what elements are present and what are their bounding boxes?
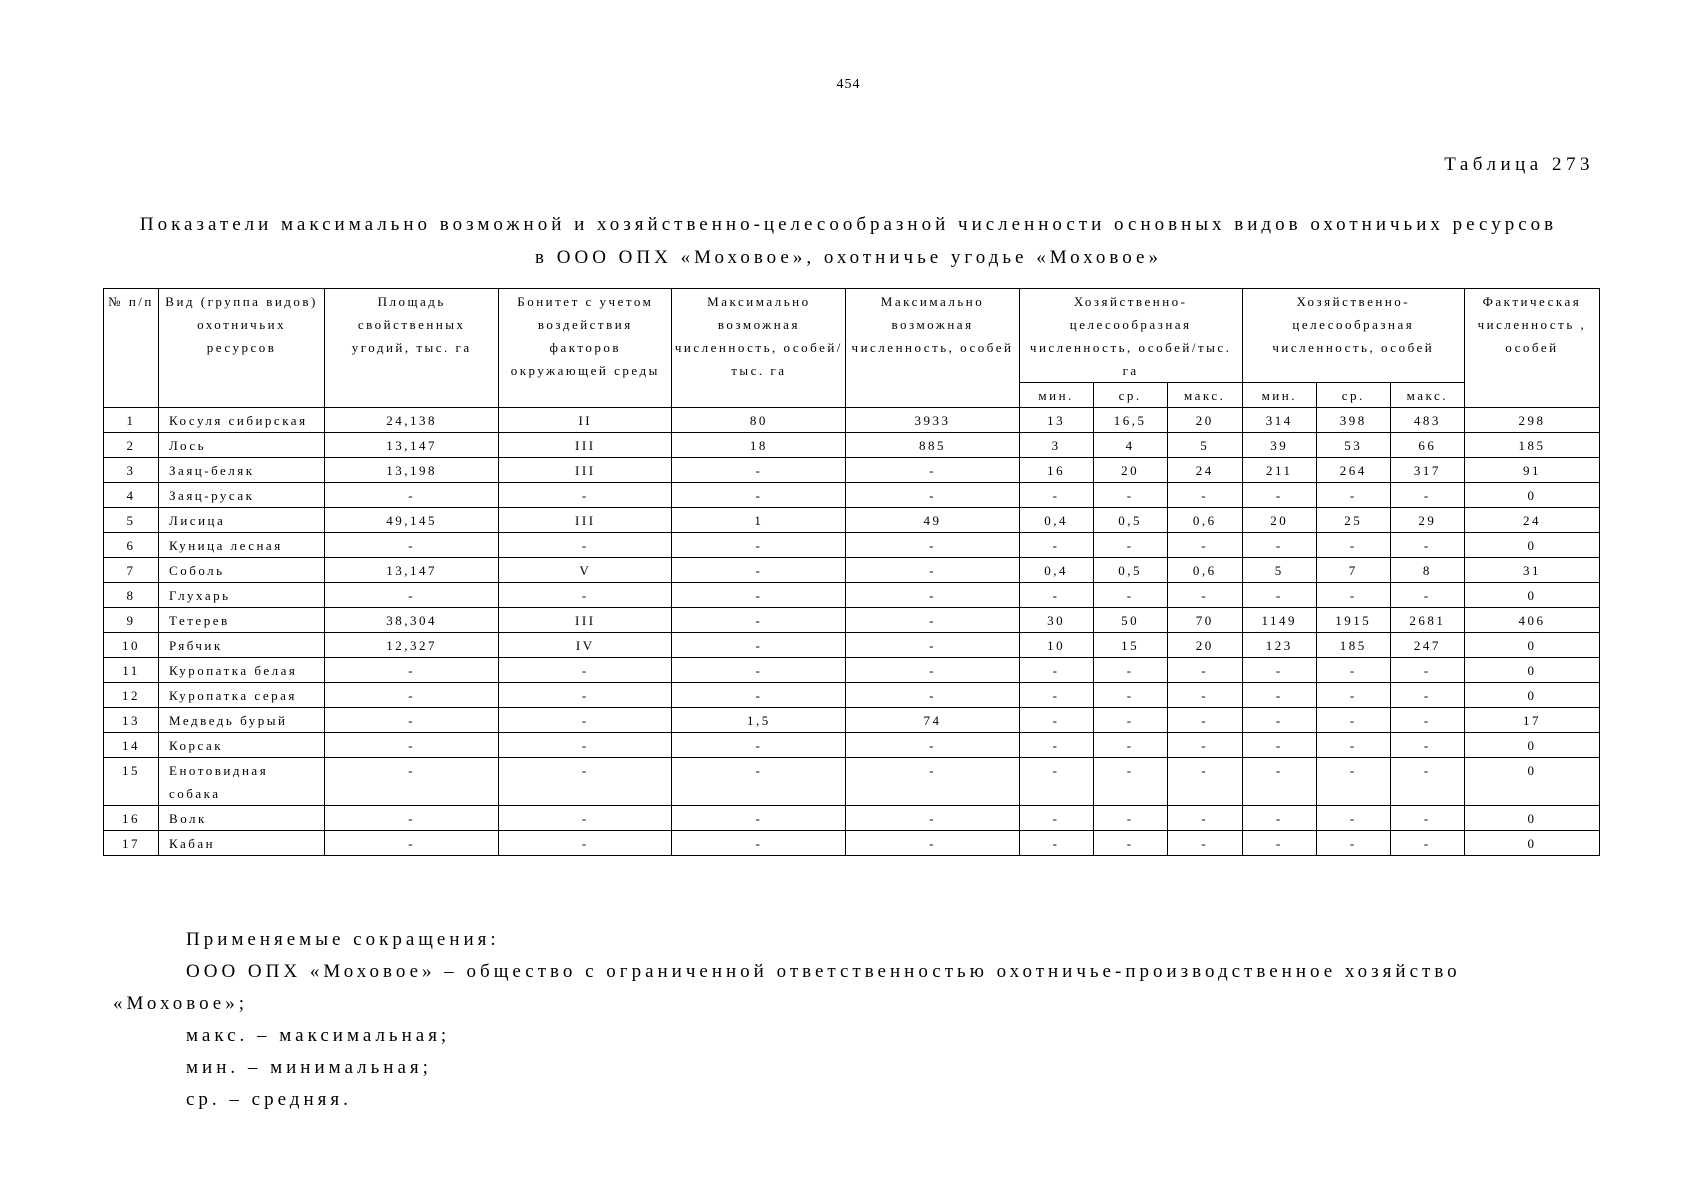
cell-density-max: 5 bbox=[1167, 433, 1242, 458]
cell-bonitet: - bbox=[499, 583, 672, 608]
cell-count-avg: 264 bbox=[1316, 458, 1390, 483]
cell-density-max: 0,6 bbox=[1167, 508, 1242, 533]
cell-bonitet: III bbox=[499, 608, 672, 633]
header-density-max: макс. bbox=[1167, 383, 1242, 408]
cell-area: - bbox=[325, 733, 499, 758]
table-row bbox=[104, 683, 1600, 708]
cell-actual: 0 bbox=[1464, 758, 1599, 806]
header-density-avg: ср. bbox=[1093, 383, 1167, 408]
cell-actual: 185 bbox=[1464, 433, 1599, 458]
note-item: мин. – минимальная; bbox=[186, 1057, 432, 1078]
cell-count-avg: 398 bbox=[1316, 408, 1390, 433]
table-row bbox=[104, 583, 1600, 608]
cell-max-density: 80 bbox=[672, 408, 846, 433]
cell-bonitet: - bbox=[499, 831, 672, 856]
cell-density-max: - bbox=[1167, 683, 1242, 708]
cell-count-min: - bbox=[1242, 683, 1316, 708]
cell-density-avg: 50 bbox=[1093, 608, 1167, 633]
cell-density-avg: 20 bbox=[1093, 458, 1167, 483]
cell-count-max: 66 bbox=[1390, 433, 1464, 458]
cell-max-count: - bbox=[846, 633, 1019, 658]
cell-count-min: 39 bbox=[1242, 433, 1316, 458]
cell-count-avg: - bbox=[1316, 683, 1390, 708]
cell-actual: 0 bbox=[1464, 583, 1599, 608]
header-num: № п/п bbox=[104, 289, 159, 408]
cell-count-avg: - bbox=[1316, 658, 1390, 683]
cell-count-min: - bbox=[1242, 806, 1316, 831]
cell-actual: 0 bbox=[1464, 483, 1599, 508]
cell-count-max: 2681 bbox=[1390, 608, 1464, 633]
cell-density-max: 20 bbox=[1167, 408, 1242, 433]
cell-count-max: 247 bbox=[1390, 633, 1464, 658]
table-row bbox=[104, 483, 1600, 508]
cell-species: Лисица bbox=[159, 508, 325, 533]
cell-count-max: - bbox=[1390, 583, 1464, 608]
cell-area: - bbox=[325, 533, 499, 558]
cell-bonitet: III bbox=[499, 458, 672, 483]
header-species: Вид (группа видов) охотничьих ресурсов bbox=[159, 289, 325, 408]
table-row bbox=[104, 433, 1600, 458]
header-max-density: Максимально возможная численность, особей/тыс. га bbox=[672, 289, 846, 408]
cell-area: - bbox=[325, 683, 499, 708]
cell-actual: 0 bbox=[1464, 733, 1599, 758]
cell-bonitet: - bbox=[499, 533, 672, 558]
cell-max-density: 1 bbox=[672, 508, 846, 533]
cell-density-max: - bbox=[1167, 831, 1242, 856]
cell-density-max: - bbox=[1167, 708, 1242, 733]
cell-density-max: 70 bbox=[1167, 608, 1242, 633]
cell-species: Корсак bbox=[159, 733, 325, 758]
cell-count-avg: - bbox=[1316, 708, 1390, 733]
cell-area: 24,138 bbox=[325, 408, 499, 433]
caption-line-1: Показатели максимально возможной и хозяйственно-целесообразной численности основных видов охотничьих ресурсов bbox=[139, 214, 1558, 235]
cell-count-max: 317 bbox=[1390, 458, 1464, 483]
table-row bbox=[104, 633, 1600, 658]
table-row bbox=[104, 733, 1600, 758]
cell-species: Енотовидная собака bbox=[159, 758, 325, 806]
cell-count-avg: 53 bbox=[1316, 433, 1390, 458]
cell-count-max: - bbox=[1390, 806, 1464, 831]
table-row bbox=[104, 533, 1600, 558]
cell-num: 12 bbox=[104, 683, 159, 708]
cell-bonitet: III bbox=[499, 508, 672, 533]
cell-count-avg: - bbox=[1316, 806, 1390, 831]
cell-max-count: - bbox=[846, 733, 1019, 758]
cell-max-density: - bbox=[672, 683, 846, 708]
cell-num: 3 bbox=[104, 458, 159, 483]
cell-density-avg: - bbox=[1093, 483, 1167, 508]
cell-density-max: - bbox=[1167, 658, 1242, 683]
table-number: Таблица 273 bbox=[1444, 154, 1594, 175]
cell-density-max: - bbox=[1167, 533, 1242, 558]
cell-bonitet: - bbox=[499, 483, 672, 508]
cell-count-avg: - bbox=[1316, 533, 1390, 558]
cell-density-avg: 0,5 bbox=[1093, 508, 1167, 533]
cell-actual: 0 bbox=[1464, 831, 1599, 856]
cell-max-count: - bbox=[846, 608, 1019, 633]
table-row bbox=[104, 831, 1600, 856]
cell-species: Заяц-беляк bbox=[159, 458, 325, 483]
cell-bonitet: - bbox=[499, 733, 672, 758]
header-count-min: мин. bbox=[1242, 383, 1316, 408]
cell-max-density: - bbox=[672, 583, 846, 608]
cell-species: Куница лесная bbox=[159, 533, 325, 558]
cell-max-count: - bbox=[846, 458, 1019, 483]
cell-density-min: 10 bbox=[1019, 633, 1093, 658]
cell-count-avg: - bbox=[1316, 758, 1390, 806]
note-item: макс. – максимальная; bbox=[186, 1025, 451, 1046]
cell-actual: 0 bbox=[1464, 633, 1599, 658]
cell-num: 7 bbox=[104, 558, 159, 583]
header-actual: Фактическая численность , особей bbox=[1464, 289, 1599, 408]
cell-density-min: - bbox=[1019, 683, 1093, 708]
cell-density-min: - bbox=[1019, 806, 1093, 831]
cell-density-avg: 16,5 bbox=[1093, 408, 1167, 433]
cell-count-min: 211 bbox=[1242, 458, 1316, 483]
cell-area: - bbox=[325, 483, 499, 508]
cell-max-count: - bbox=[846, 558, 1019, 583]
cell-bonitet: IV bbox=[499, 633, 672, 658]
cell-bonitet: - bbox=[499, 683, 672, 708]
cell-max-count: - bbox=[846, 831, 1019, 856]
cell-species: Соболь bbox=[159, 558, 325, 583]
cell-num: 4 bbox=[104, 483, 159, 508]
cell-species: Куропатка серая bbox=[159, 683, 325, 708]
cell-species: Лось bbox=[159, 433, 325, 458]
cell-count-max: - bbox=[1390, 708, 1464, 733]
cell-density-avg: - bbox=[1093, 758, 1167, 806]
cell-density-min: 0,4 bbox=[1019, 508, 1093, 533]
cell-bonitet: II bbox=[499, 408, 672, 433]
table-row bbox=[104, 508, 1600, 533]
cell-density-max: - bbox=[1167, 583, 1242, 608]
cell-max-density: - bbox=[672, 658, 846, 683]
cell-density-max: 20 bbox=[1167, 633, 1242, 658]
cell-max-count: - bbox=[846, 806, 1019, 831]
table-body bbox=[104, 408, 1600, 856]
cell-species: Медведь бурый bbox=[159, 708, 325, 733]
cell-max-count: 3933 bbox=[846, 408, 1019, 433]
header-count-max: макс. bbox=[1390, 383, 1464, 408]
cell-density-min: - bbox=[1019, 733, 1093, 758]
cell-bonitet: - bbox=[499, 806, 672, 831]
cell-count-max: 8 bbox=[1390, 558, 1464, 583]
cell-max-density: - bbox=[672, 831, 846, 856]
note-item: ООО ОПХ «Моховое» – общество с ограниченной ответственностью охотничье-производственное хозяйство «Моховое»; bbox=[113, 961, 1461, 1014]
cell-count-max: - bbox=[1390, 758, 1464, 806]
cell-density-min: 0,4 bbox=[1019, 558, 1093, 583]
cell-max-count: - bbox=[846, 683, 1019, 708]
cell-count-avg: 7 bbox=[1316, 558, 1390, 583]
cell-count-avg: - bbox=[1316, 733, 1390, 758]
cell-count-max: - bbox=[1390, 533, 1464, 558]
cell-density-avg: - bbox=[1093, 831, 1167, 856]
cell-bonitet: - bbox=[499, 758, 672, 806]
table-row bbox=[104, 458, 1600, 483]
cell-count-min: - bbox=[1242, 733, 1316, 758]
cell-count-min: - bbox=[1242, 658, 1316, 683]
cell-count-min: 123 bbox=[1242, 633, 1316, 658]
cell-actual: 0 bbox=[1464, 806, 1599, 831]
cell-max-count: - bbox=[846, 533, 1019, 558]
cell-max-density: 18 bbox=[672, 433, 846, 458]
cell-density-avg: 15 bbox=[1093, 633, 1167, 658]
cell-area: - bbox=[325, 831, 499, 856]
cell-density-max: - bbox=[1167, 806, 1242, 831]
cell-actual: 24 bbox=[1464, 508, 1599, 533]
cell-max-density: - bbox=[672, 633, 846, 658]
cell-species: Тетерев bbox=[159, 608, 325, 633]
cell-area: - bbox=[325, 583, 499, 608]
cell-count-avg: - bbox=[1316, 831, 1390, 856]
cell-max-count: - bbox=[846, 758, 1019, 806]
cell-max-density: - bbox=[672, 608, 846, 633]
cell-area: 38,304 bbox=[325, 608, 499, 633]
cell-count-min: - bbox=[1242, 831, 1316, 856]
cell-count-avg: - bbox=[1316, 583, 1390, 608]
cell-actual: 406 bbox=[1464, 608, 1599, 633]
cell-density-min: - bbox=[1019, 533, 1093, 558]
cell-num: 11 bbox=[104, 658, 159, 683]
cell-num: 5 bbox=[104, 508, 159, 533]
cell-density-avg: - bbox=[1093, 658, 1167, 683]
cell-count-min: 5 bbox=[1242, 558, 1316, 583]
cell-count-max: - bbox=[1390, 733, 1464, 758]
cell-bonitet: III bbox=[499, 433, 672, 458]
cell-density-min: - bbox=[1019, 583, 1093, 608]
cell-area: - bbox=[325, 658, 499, 683]
cell-max-density: - bbox=[672, 558, 846, 583]
cell-count-max: 29 bbox=[1390, 508, 1464, 533]
cell-density-avg: - bbox=[1093, 806, 1167, 831]
cell-area: - bbox=[325, 806, 499, 831]
table-header bbox=[104, 289, 1600, 408]
cell-num: 14 bbox=[104, 733, 159, 758]
cell-max-density: - bbox=[672, 483, 846, 508]
cell-actual: 298 bbox=[1464, 408, 1599, 433]
cell-num: 15 bbox=[104, 758, 159, 806]
cell-num: 1 bbox=[104, 408, 159, 433]
page-number: 454 bbox=[836, 77, 861, 92]
cell-area: - bbox=[325, 708, 499, 733]
table-row bbox=[104, 758, 1600, 806]
cell-area: - bbox=[325, 758, 499, 806]
cell-count-min: - bbox=[1242, 758, 1316, 806]
cell-num: 2 bbox=[104, 433, 159, 458]
header-econ-density: Хозяйственно-целесообразная численность, особей/тыс. га bbox=[1019, 289, 1242, 383]
cell-count-avg: 1915 bbox=[1316, 608, 1390, 633]
cell-area: 12,327 bbox=[325, 633, 499, 658]
cell-density-avg: - bbox=[1093, 533, 1167, 558]
header-area: Площадь свойственных угодий, тыс. га bbox=[325, 289, 499, 408]
cell-species: Заяц-русак bbox=[159, 483, 325, 508]
cell-area: 49,145 bbox=[325, 508, 499, 533]
cell-density-max: 0,6 bbox=[1167, 558, 1242, 583]
cell-num: 17 bbox=[104, 831, 159, 856]
cell-num: 8 bbox=[104, 583, 159, 608]
cell-count-max: - bbox=[1390, 683, 1464, 708]
cell-species: Куропатка белая bbox=[159, 658, 325, 683]
cell-count-max: 483 bbox=[1390, 408, 1464, 433]
cell-density-avg: 0,5 bbox=[1093, 558, 1167, 583]
cell-density-avg: - bbox=[1093, 683, 1167, 708]
cell-count-avg: 185 bbox=[1316, 633, 1390, 658]
game-resources-table bbox=[103, 288, 1600, 856]
header-econ-count: Хозяйственно-целесообразная численность, особей bbox=[1242, 289, 1464, 383]
cell-density-avg: - bbox=[1093, 708, 1167, 733]
cell-count-min: - bbox=[1242, 583, 1316, 608]
cell-area: 13,147 bbox=[325, 558, 499, 583]
table-row bbox=[104, 408, 1600, 433]
table-row bbox=[104, 806, 1600, 831]
cell-species: Косуля сибирская bbox=[159, 408, 325, 433]
cell-count-min: - bbox=[1242, 483, 1316, 508]
note-item: ср. – средняя. bbox=[186, 1089, 352, 1110]
cell-max-density: 1,5 bbox=[672, 708, 846, 733]
cell-density-max: - bbox=[1167, 483, 1242, 508]
cell-max-density: - bbox=[672, 806, 846, 831]
cell-actual: 31 bbox=[1464, 558, 1599, 583]
cell-max-density: - bbox=[672, 758, 846, 806]
cell-count-min: 314 bbox=[1242, 408, 1316, 433]
cell-actual: 0 bbox=[1464, 683, 1599, 708]
cell-max-density: - bbox=[672, 733, 846, 758]
header-max-count: Максимально возможная численность, особей bbox=[846, 289, 1019, 408]
cell-max-count: - bbox=[846, 658, 1019, 683]
cell-species: Волк bbox=[159, 806, 325, 831]
cell-count-min: - bbox=[1242, 533, 1316, 558]
cell-bonitet: V bbox=[499, 558, 672, 583]
cell-species: Кабан bbox=[159, 831, 325, 856]
cell-max-count: 885 bbox=[846, 433, 1019, 458]
header-density-min: мин. bbox=[1019, 383, 1093, 408]
cell-count-max: - bbox=[1390, 658, 1464, 683]
cell-count-min: 20 bbox=[1242, 508, 1316, 533]
notes-heading: Применяемые сокращения: bbox=[186, 929, 500, 950]
table-row bbox=[104, 708, 1600, 733]
cell-actual: 17 bbox=[1464, 708, 1599, 733]
cell-density-avg: - bbox=[1093, 583, 1167, 608]
cell-bonitet: - bbox=[499, 708, 672, 733]
table-row bbox=[104, 558, 1600, 583]
cell-area: 13,198 bbox=[325, 458, 499, 483]
cell-density-min: - bbox=[1019, 483, 1093, 508]
cell-species: Глухарь bbox=[159, 583, 325, 608]
abbreviations-notes bbox=[113, 924, 1593, 1116]
cell-density-max: - bbox=[1167, 733, 1242, 758]
cell-density-avg: - bbox=[1093, 733, 1167, 758]
header-bonitet: Бонитет с учетом воздействия факторов окружающей среды bbox=[499, 289, 672, 408]
cell-density-min: 3 bbox=[1019, 433, 1093, 458]
caption-line-2: в ООО ОПХ «Моховое», охотничье угодье «Моховое» bbox=[535, 247, 1162, 268]
cell-density-max: 24 bbox=[1167, 458, 1242, 483]
cell-num: 13 bbox=[104, 708, 159, 733]
cell-density-min: - bbox=[1019, 758, 1093, 806]
cell-count-avg: 25 bbox=[1316, 508, 1390, 533]
cell-num: 9 bbox=[104, 608, 159, 633]
cell-count-max: - bbox=[1390, 831, 1464, 856]
cell-actual: 0 bbox=[1464, 658, 1599, 683]
cell-density-min: 13 bbox=[1019, 408, 1093, 433]
cell-max-count: - bbox=[846, 583, 1019, 608]
cell-num: 16 bbox=[104, 806, 159, 831]
cell-max-density: - bbox=[672, 458, 846, 483]
cell-density-avg: 4 bbox=[1093, 433, 1167, 458]
cell-max-count: 49 bbox=[846, 508, 1019, 533]
cell-count-max: - bbox=[1390, 483, 1464, 508]
cell-max-count: - bbox=[846, 483, 1019, 508]
table-row bbox=[104, 658, 1600, 683]
cell-count-avg: - bbox=[1316, 483, 1390, 508]
cell-num: 10 bbox=[104, 633, 159, 658]
table-row bbox=[104, 608, 1600, 633]
cell-max-density: - bbox=[672, 533, 846, 558]
cell-count-min: - bbox=[1242, 708, 1316, 733]
cell-density-min: 16 bbox=[1019, 458, 1093, 483]
header-count-avg: ср. bbox=[1316, 383, 1390, 408]
cell-max-count: 74 bbox=[846, 708, 1019, 733]
cell-bonitet: - bbox=[499, 658, 672, 683]
cell-density-min: - bbox=[1019, 831, 1093, 856]
cell-actual: 91 bbox=[1464, 458, 1599, 483]
cell-num: 6 bbox=[104, 533, 159, 558]
cell-density-min: 30 bbox=[1019, 608, 1093, 633]
cell-area: 13,147 bbox=[325, 433, 499, 458]
cell-actual: 0 bbox=[1464, 533, 1599, 558]
cell-count-min: 1149 bbox=[1242, 608, 1316, 633]
cell-density-min: - bbox=[1019, 708, 1093, 733]
cell-species: Рябчик bbox=[159, 633, 325, 658]
cell-density-max: - bbox=[1167, 758, 1242, 806]
cell-density-min: - bbox=[1019, 658, 1093, 683]
table-caption bbox=[0, 208, 1697, 274]
